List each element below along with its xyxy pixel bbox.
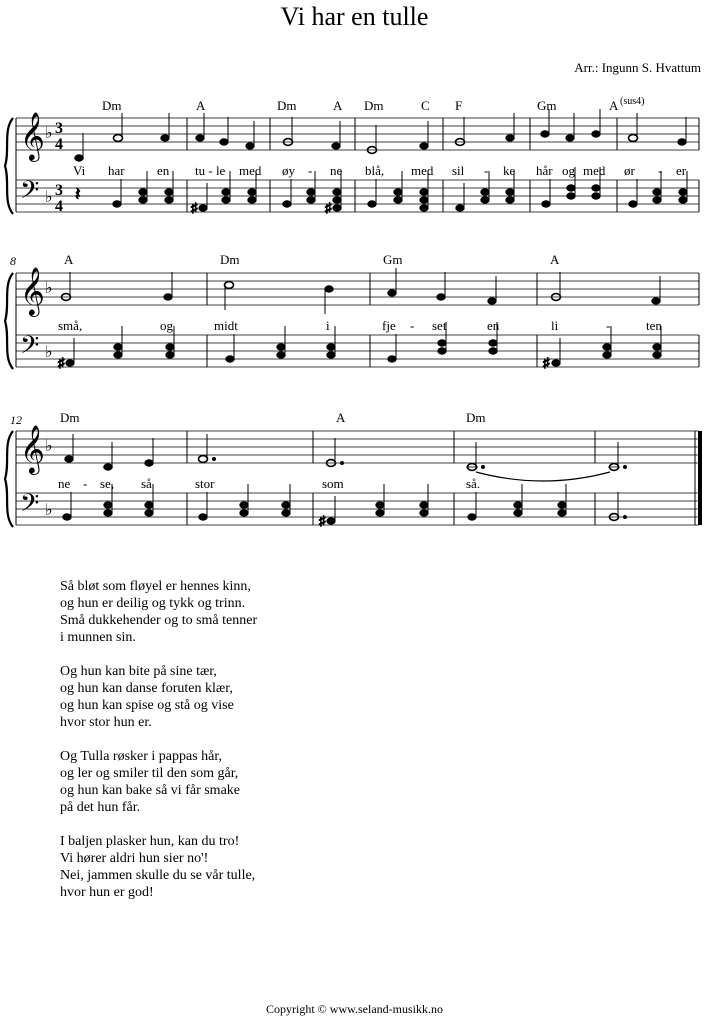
verse-stanza [60,748,257,816]
key-flat: ♭ [45,125,53,142]
key-flat: ♭ [45,502,53,519]
chord-symbol: Dm [60,410,80,425]
svg-text:♯: ♯ [319,513,326,528]
lyric-syllable: en [487,318,500,333]
verse-line: i munnen sin. [60,630,136,645]
chord-symbol: C [421,98,430,113]
lyric-syllable: så. [466,476,481,491]
svg-text:♯: ♯ [543,355,550,370]
svg-text:𝄽: 𝄽 [75,184,81,204]
lyric-syllable: i [326,318,330,333]
verse-line: Nei, jammen skulle du se vår tulle, [60,868,256,883]
chord-symbol: A [196,98,206,113]
lyric-syllable: og [562,163,575,178]
lyric-syllable: Vi [73,163,86,178]
time-bottom: 4 [55,198,63,215]
verse-line: og hun kan spise og stå og vise [60,698,234,713]
lyric-syllable: ør [624,163,635,178]
time-bottom: 4 [55,136,63,153]
chord-symbol: Dm [102,98,122,113]
lyric-syllable: se, [100,476,115,491]
measure-number: 8 [10,254,16,268]
lyric-syllable: - [658,163,663,178]
verse-stanza [60,833,257,901]
svg-text:♯: ♯ [58,355,65,370]
key-flat: ♭ [45,189,53,206]
chord-symbol: Dm [364,98,384,113]
chord-symbol: A [336,410,346,425]
lyric-syllable: ne [330,163,343,178]
lyric-syllable: - [606,318,611,333]
lyric-syllable: har [108,163,125,178]
verse-line: og ler og smiler til den som går, [60,766,239,781]
verse-line: og hun kan bake så vi får smake [60,783,240,798]
verse-line: og hun er deilig og tykk og trinn. [60,596,246,611]
tie [476,472,610,481]
lyric-syllable: tu - le [195,163,226,178]
svg-text:♯: ♯ [191,200,198,215]
verse-line: Vi hører aldri hun sier no'! [60,851,209,866]
chord-symbol: F [455,98,463,113]
verse-stanza [60,663,257,731]
verse-line: hvor stor hun er. [60,715,152,730]
lyric-syllable: små, [58,318,83,333]
treble-clef: 𝄞 [20,427,45,473]
chord-symbol: Dm [277,98,297,113]
arranger-credit: Arr.: Ingunn S. Hvattum [574,60,701,75]
lyric-syllable: med [411,163,434,178]
chord-symbol: Gm [537,98,557,113]
verse-line: på det hun får. [60,800,141,815]
chord-symbol: A [550,252,560,267]
verse-line: og hun kan danse foruten klær, [60,681,233,696]
final-barline [698,431,702,525]
lyric-syllable: blå, [365,163,385,178]
lyric-syllable: - [308,163,313,178]
lyric-syllable: fje [382,318,396,333]
copyright-notice: Copyright © www.seland-musikk.no [266,1002,443,1016]
system-1 [5,96,699,215]
brace [5,118,13,214]
lyric-syllable: som [322,476,344,491]
brace [5,431,13,527]
chord-symbol: Dm [220,252,240,267]
lyric-syllable: med [239,163,262,178]
lyric-syllable: en [157,163,170,178]
lyric-syllable: - [83,476,88,491]
verse-line: Så bløt som fløyel er hennes kinn, [60,579,251,594]
measure-number: 12 [10,413,22,427]
lyric-syllable: li [551,318,559,333]
time-top: 3 [55,120,63,137]
key-flat: ♭ [45,280,53,297]
lyric-syllable: og [160,318,173,333]
bass-clef: 𝄢 [20,490,40,523]
svg-text:♯: ♯ [325,200,332,215]
lyric-syllable: ne [58,476,71,491]
lyric-syllable: stor [195,476,215,491]
bass-clef: 𝄢 [20,332,40,365]
lyric-syllable: så [141,476,152,491]
verse-line: Og Tulla røsker i pappas hår, [60,749,222,764]
bass-clef: 𝄢 [20,177,40,210]
key-flat: ♭ [45,438,53,455]
lyric-syllable: - [484,163,489,178]
chord-symbol: A [609,98,619,113]
system-2 [5,252,699,370]
chord-symbol: A [333,98,343,113]
treble-clef: 𝄞 [20,114,45,160]
key-flat: ♭ [45,344,53,361]
chord-symbol: A [64,252,74,267]
lyric-syllable: set [432,318,447,333]
verse-line: I baljen plasker hun, kan du tro! [60,834,240,849]
lyric-syllable: ten [646,318,662,333]
lyric-syllable: er [676,163,687,178]
chord-symbol: Gm [383,252,403,267]
lyric-syllable: - [410,318,415,333]
verse-line: Små dukkehender og to små tenner [60,613,258,628]
verse-stanza [60,578,257,646]
additional-verses [60,578,257,918]
brace [5,273,13,369]
time-top: 3 [55,182,63,199]
lyric-syllable: øy [282,163,295,178]
lyric-syllable: midt [214,318,238,333]
lyric-syllable: med [583,163,606,178]
chord-symbol: (sus4) [620,96,645,107]
lyric-syllable: ke [503,163,516,178]
verse-line: hvor hun er god! [60,885,154,900]
lyric-syllable: hår [536,163,553,178]
lyric-syllable: sil [452,163,465,178]
system-3 [5,410,702,528]
treble-clef: 𝄞 [20,269,45,315]
song-title: Vi har en tulle [280,2,429,31]
chord-symbol: Dm [466,410,486,425]
verse-line: Og hun kan bite på sine tær, [60,664,217,679]
